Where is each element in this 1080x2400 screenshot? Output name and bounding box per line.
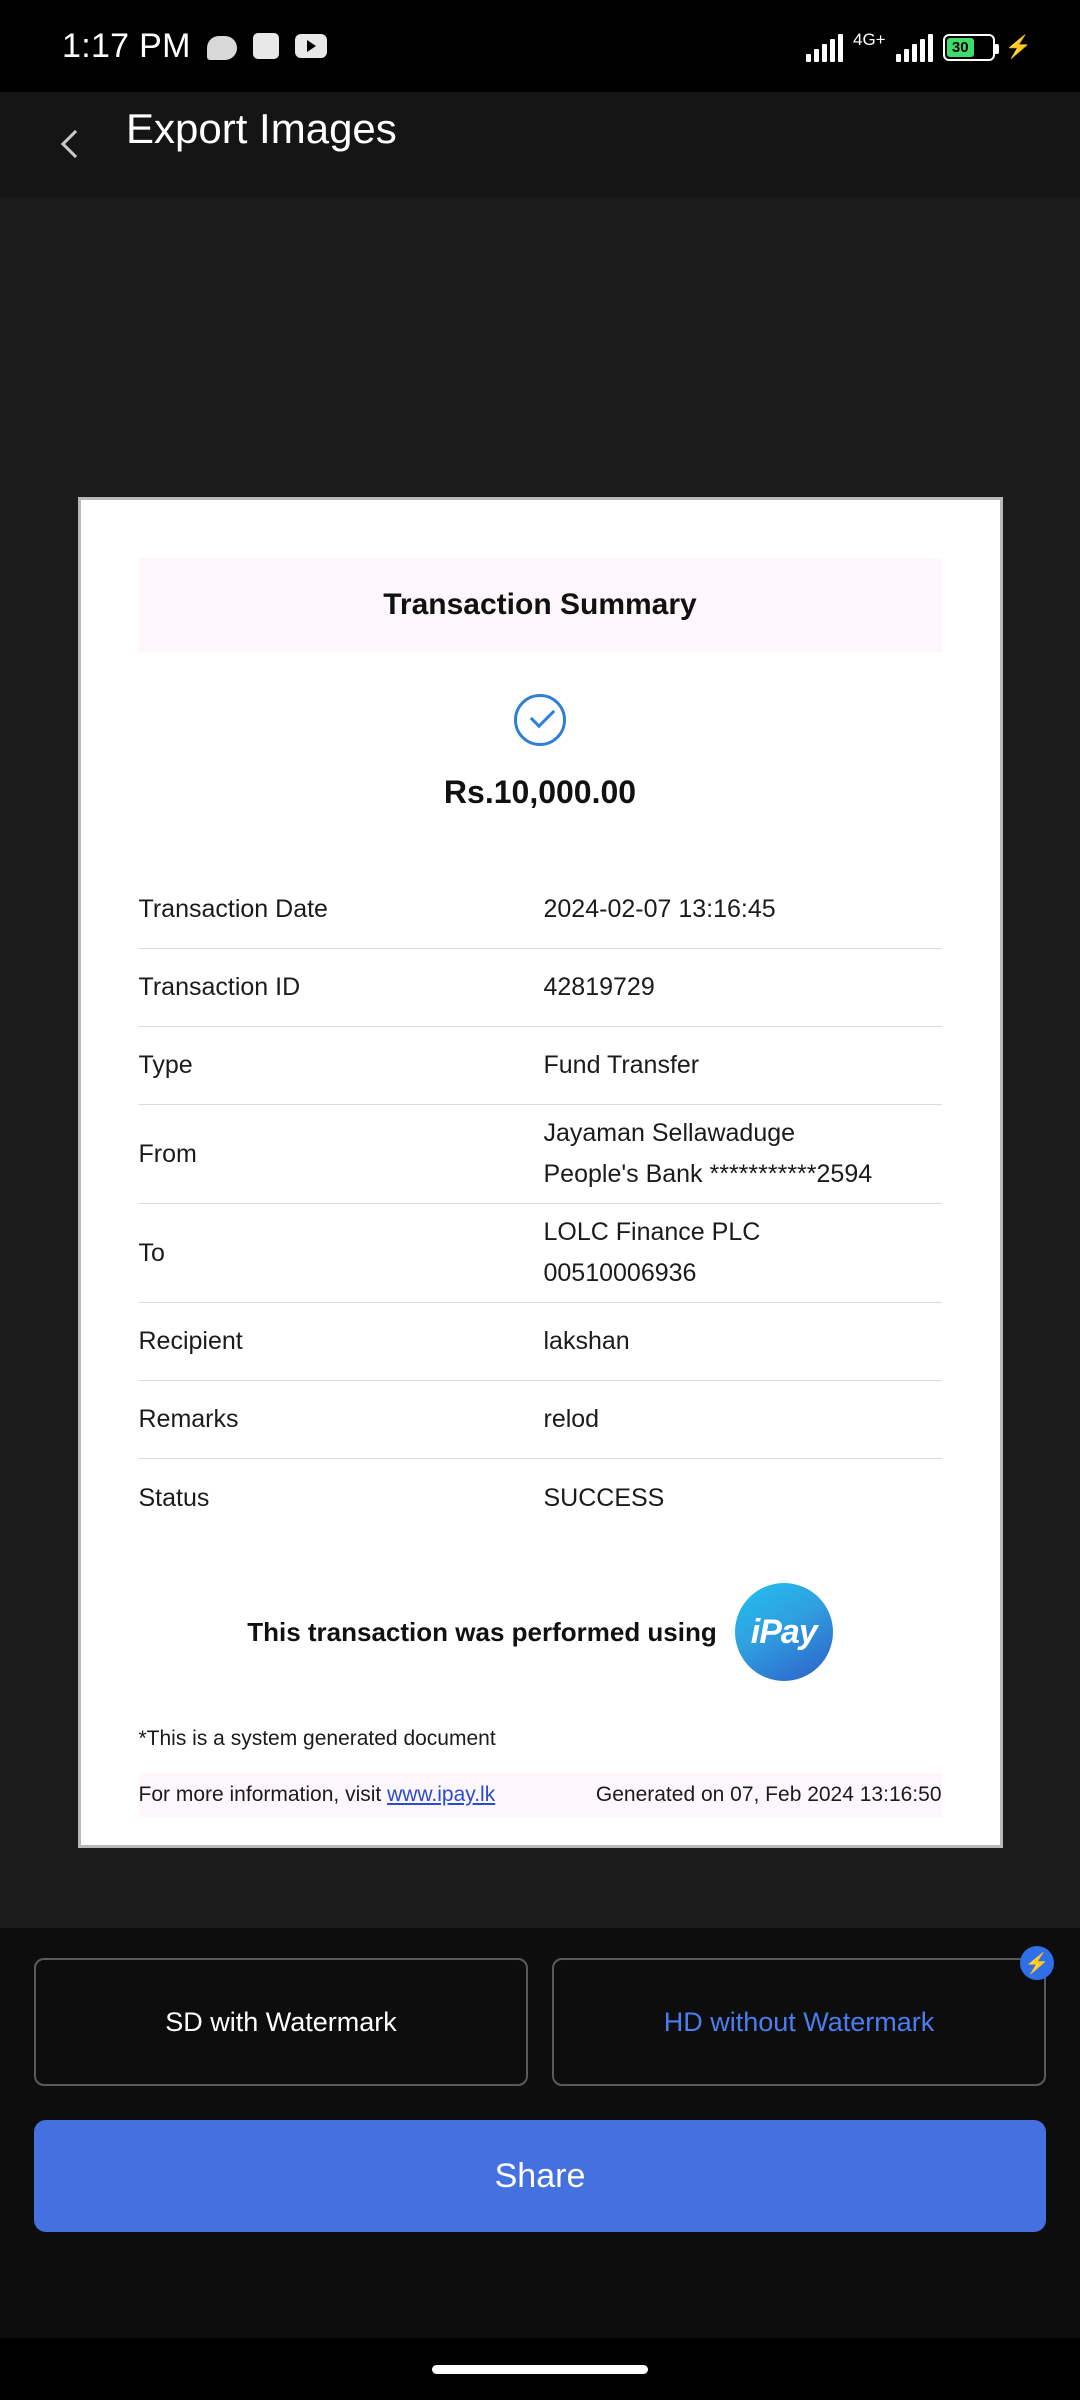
- table-row: [139, 1303, 942, 1381]
- row-value: [544, 1484, 942, 1513]
- table-row: [139, 871, 942, 949]
- export-options-panel: [0, 1928, 1080, 2338]
- chat-icon: [207, 36, 237, 60]
- row-value: [544, 973, 942, 1002]
- status-badge: SUCCESS: [543, 1483, 665, 1512]
- system-generated-note: *This is a system generated document: [138, 1727, 496, 1750]
- receipt-title: Transaction Summary: [383, 588, 697, 621]
- row-value-line: lakshan: [543, 1327, 630, 1355]
- back-button[interactable]: [40, 112, 104, 176]
- option-sd-label: SD with Watermark: [165, 2006, 397, 2037]
- battery-level-label: 30: [947, 38, 974, 57]
- preview-area: [0, 197, 1080, 1928]
- transaction-amount: Rs.10,000.00: [443, 774, 637, 810]
- ipay-website-link[interactable]: www.ipay.lk: [387, 1783, 496, 1806]
- row-value-line: LOLC Finance PLC: [543, 1218, 761, 1246]
- lightning-icon: ⚡: [1020, 1946, 1054, 1980]
- row-label: Status: [138, 1483, 210, 1512]
- row-value-line: Fund Transfer: [543, 1051, 700, 1079]
- row-value: [544, 895, 942, 924]
- signal-bars-icon-2: [896, 34, 933, 62]
- share-button-label: Share: [494, 2156, 586, 2195]
- footer-prefix: For more information, visit: [138, 1783, 382, 1806]
- generated-on-label: Generated on 07, Feb 2024 13:16:50: [595, 1783, 942, 1806]
- battery-icon: [943, 34, 995, 61]
- table-row: [139, 1381, 942, 1459]
- option-hd-without-watermark[interactable]: [552, 1952, 1050, 2086]
- performed-using-label: This transaction was performed using: [247, 1616, 717, 1647]
- status-clock: 1:17 PM: [62, 26, 191, 65]
- app-bar: [0, 92, 1080, 197]
- option-hd-label: HD without Watermark: [663, 2006, 935, 2037]
- row-value: [544, 1051, 942, 1080]
- receipt-header: [139, 558, 942, 652]
- page-title: Export Images: [126, 105, 397, 152]
- row-label: Remarks: [138, 1405, 239, 1433]
- share-button[interactable]: [34, 2120, 1046, 2232]
- transaction-receipt: [81, 558, 1000, 1845]
- youtube-icon: [295, 34, 327, 58]
- system-navigation-bar: [0, 2338, 1080, 2400]
- signal-bars-icon-1: [806, 34, 843, 62]
- table-row: [139, 1459, 942, 1537]
- receipt-card: [78, 497, 1003, 1848]
- table-row: [139, 1105, 942, 1204]
- table-row: [139, 949, 942, 1027]
- row-value-line: People's Bank ***********2594: [543, 1160, 873, 1188]
- chevron-left-icon: [61, 130, 89, 158]
- ipay-logo: iPay: [735, 1583, 833, 1681]
- row-value-line: relod: [543, 1405, 600, 1433]
- row-value-line: 00510006936: [543, 1259, 697, 1287]
- home-indicator[interactable]: [432, 2365, 648, 2374]
- row-label: Type: [138, 1051, 193, 1079]
- status-bar: [0, 0, 1080, 92]
- row-label: From: [138, 1139, 197, 1168]
- status-bar-right: [806, 31, 1032, 62]
- check-circle-icon: [514, 694, 566, 746]
- detail-rows: [139, 871, 942, 1537]
- success-icon-wrap: [81, 694, 1000, 746]
- square-icon: [253, 33, 279, 59]
- row-label: Recipient: [138, 1327, 243, 1355]
- footer-info: [139, 1783, 496, 1807]
- status-bar-left: [62, 27, 327, 66]
- row-value-line: 42819729: [543, 973, 655, 1001]
- quality-option-row: [34, 1952, 1050, 2086]
- row-value: [544, 1327, 942, 1356]
- row-value: [544, 1218, 942, 1288]
- row-value: [544, 1405, 942, 1434]
- table-row: [139, 1027, 942, 1105]
- charging-bolt-icon: ⚡: [1004, 33, 1032, 59]
- performed-using: [81, 1583, 1000, 1681]
- row-value-line: 2024-02-07 13:16:45: [543, 895, 776, 923]
- row-label: Transaction ID: [138, 973, 301, 1001]
- row-label: To: [138, 1238, 165, 1267]
- row-value-line: Jayaman Sellawaduge: [543, 1119, 796, 1147]
- option-sd-with-watermark[interactable]: [34, 1958, 528, 2086]
- row-label: Transaction Date: [138, 895, 328, 923]
- network-type-label: 4G+: [852, 29, 886, 49]
- table-row: [139, 1204, 942, 1303]
- row-value: [544, 1119, 942, 1189]
- receipt-footer: [139, 1773, 942, 1817]
